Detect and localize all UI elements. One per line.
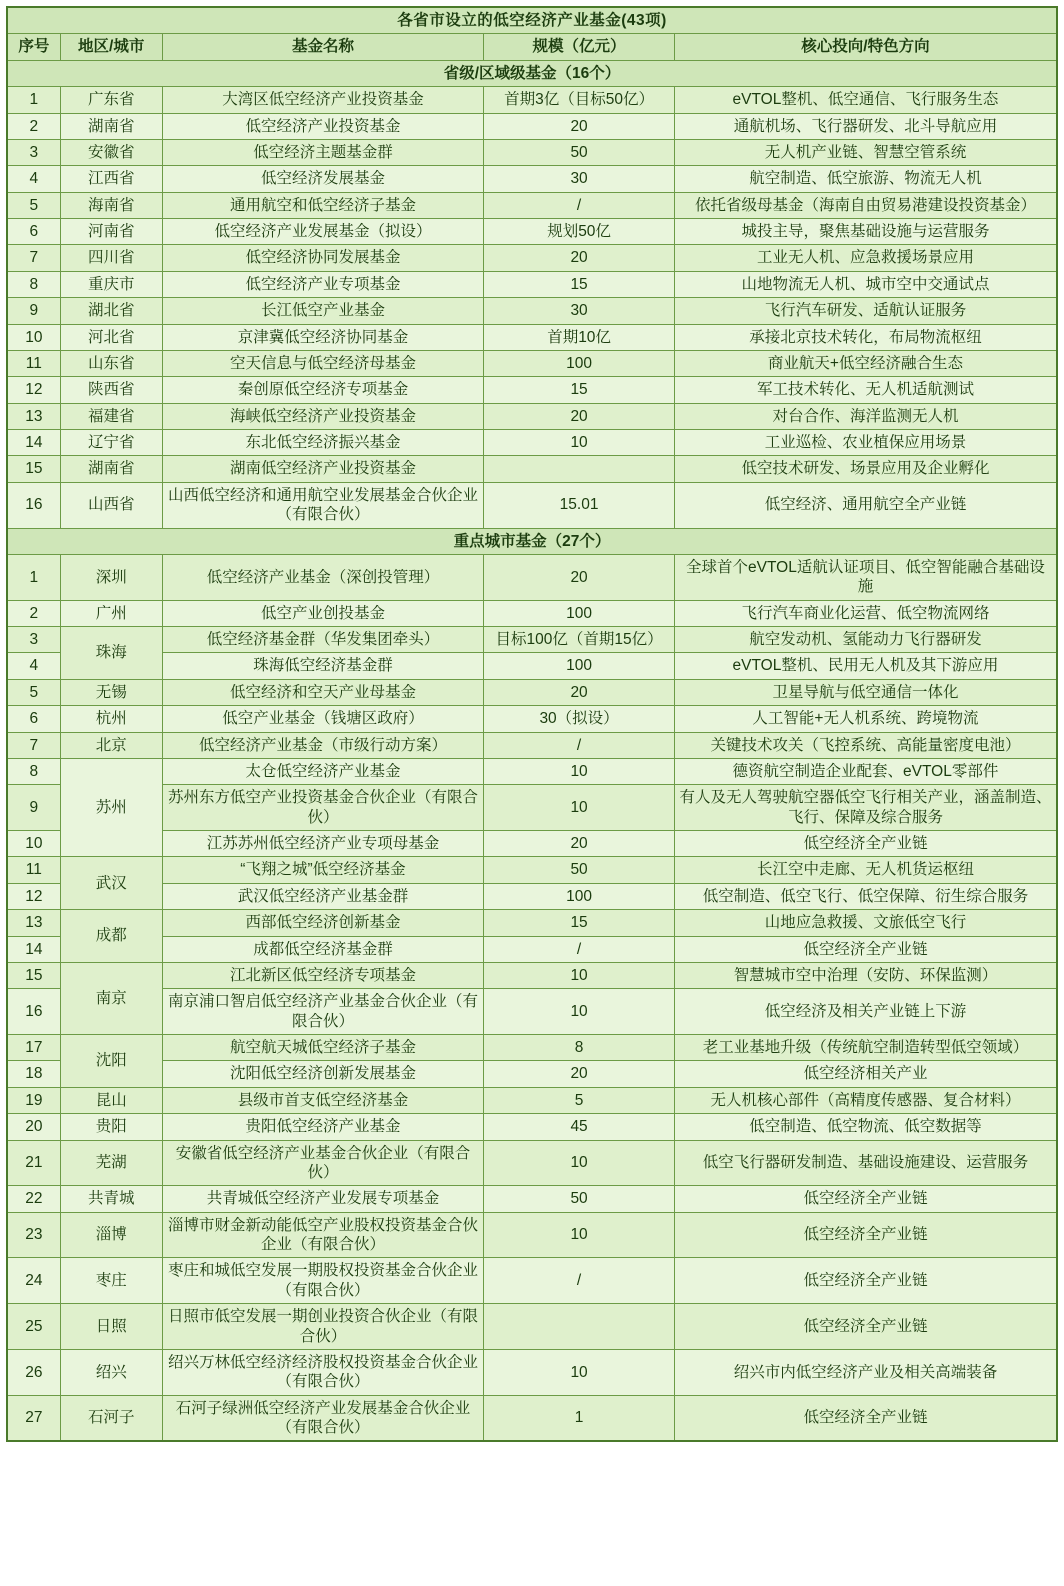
fund-name: 航空航天城低空经济子基金 bbox=[162, 1035, 484, 1061]
fund-focus: 飞行汽车商业化运营、低空物流网络 bbox=[674, 600, 1057, 626]
row-index: 12 bbox=[7, 377, 60, 403]
row-index: 6 bbox=[7, 706, 60, 732]
row-index: 7 bbox=[7, 732, 60, 758]
fund-name: 低空经济产业发展基金（拟设） bbox=[162, 219, 484, 245]
fund-name: 成都低空经济基金群 bbox=[162, 936, 484, 962]
column-header: 序号 bbox=[7, 34, 60, 60]
table-row bbox=[7, 1304, 1057, 1350]
row-region: 日照 bbox=[60, 1304, 162, 1350]
fund-focus: 关键技术攻关（飞控系统、高能量密度电池） bbox=[674, 732, 1057, 758]
row-index: 5 bbox=[7, 679, 60, 705]
row-index: 4 bbox=[7, 653, 60, 679]
fund-name: 通用航空和低空经济子基金 bbox=[162, 192, 484, 218]
fund-scale: 100 bbox=[484, 600, 675, 626]
fund-name: 武汉低空经济产业基金群 bbox=[162, 883, 484, 909]
table-row bbox=[7, 113, 1057, 139]
fund-focus: 承接北京技术转化，布局物流枢纽 bbox=[674, 324, 1057, 350]
section-heading: 省级/区域级基金（16个） bbox=[7, 60, 1057, 86]
table-row bbox=[7, 166, 1057, 192]
fund-scale: 15.01 bbox=[484, 482, 675, 528]
fund-scale: 15 bbox=[484, 271, 675, 297]
fund-name: 山西低空经济和通用航空业发展基金合伙企业（有限合伙） bbox=[162, 482, 484, 528]
fund-scale: 20 bbox=[484, 554, 675, 600]
fund-focus: 德资航空制造企业配套、eVTOL零部件 bbox=[674, 758, 1057, 784]
row-region: 枣庄 bbox=[60, 1258, 162, 1304]
row-region: 绍兴 bbox=[60, 1349, 162, 1395]
row-region: 成都 bbox=[60, 910, 162, 963]
fund-scale: 20 bbox=[484, 1061, 675, 1087]
fund-scale: 20 bbox=[484, 679, 675, 705]
row-region: 福建省 bbox=[60, 403, 162, 429]
fund-scale: 10 bbox=[484, 1212, 675, 1258]
row-index: 16 bbox=[7, 989, 60, 1035]
row-region: 贵阳 bbox=[60, 1114, 162, 1140]
column-header: 基金名称 bbox=[162, 34, 484, 60]
row-region: 安徽省 bbox=[60, 139, 162, 165]
fund-focus: 低空经济全产业链 bbox=[674, 831, 1057, 857]
fund-scale: 10 bbox=[484, 785, 675, 831]
fund-focus: 卫星导航与低空通信一体化 bbox=[674, 679, 1057, 705]
fund-name: 石河子绿洲低空经济产业发展基金合伙企业（有限合伙） bbox=[162, 1395, 484, 1441]
table-header-row bbox=[7, 34, 1057, 60]
row-index: 4 bbox=[7, 166, 60, 192]
fund-name: 海峡低空经济产业投资基金 bbox=[162, 403, 484, 429]
fund-focus: 低空经济全产业链 bbox=[674, 1395, 1057, 1441]
table-row bbox=[7, 554, 1057, 600]
column-header: 规模（亿元） bbox=[484, 34, 675, 60]
fund-scale: 45 bbox=[484, 1114, 675, 1140]
fund-focus: 依托省级母基金（海南自由贸易港建设投资基金） bbox=[674, 192, 1057, 218]
fund-name: 太仓低空经济产业基金 bbox=[162, 758, 484, 784]
row-region: 芜湖 bbox=[60, 1140, 162, 1186]
fund-name: 枣庄和城低空发展一期股权投资基金合伙企业（有限合伙） bbox=[162, 1258, 484, 1304]
row-region: 重庆市 bbox=[60, 271, 162, 297]
fund-scale: 首期10亿 bbox=[484, 324, 675, 350]
fund-name: 东北低空经济振兴基金 bbox=[162, 430, 484, 456]
row-index: 8 bbox=[7, 758, 60, 784]
row-region: 共青城 bbox=[60, 1186, 162, 1212]
fund-focus: 工业巡检、农业植保应用场景 bbox=[674, 430, 1057, 456]
row-index: 13 bbox=[7, 910, 60, 936]
fund-focus: eVTOL整机、低空通信、飞行服务生态 bbox=[674, 87, 1057, 113]
fund-focus: 商业航天+低空经济融合生态 bbox=[674, 350, 1057, 376]
fund-name: 低空经济和空天产业母基金 bbox=[162, 679, 484, 705]
fund-focus: 对台合作、海洋监测无人机 bbox=[674, 403, 1057, 429]
row-region: 湖北省 bbox=[60, 298, 162, 324]
fund-name: 长江低空产业基金 bbox=[162, 298, 484, 324]
row-region: 杭州 bbox=[60, 706, 162, 732]
fund-name: 日照市低空发展一期创业投资合伙企业（有限合伙） bbox=[162, 1304, 484, 1350]
table-row bbox=[7, 732, 1057, 758]
fund-focus: 老工业基地升级（传统航空制造转型低空领域） bbox=[674, 1035, 1057, 1061]
fund-focus: 无人机产业链、智慧空管系统 bbox=[674, 139, 1057, 165]
fund-focus: 军工技术转化、无人机适航测试 bbox=[674, 377, 1057, 403]
fund-focus: 低空技术研发、场景应用及企业孵化 bbox=[674, 456, 1057, 482]
table-row bbox=[7, 482, 1057, 528]
fund-name: 南京浦口智启低空经济产业基金合伙企业（有限合伙） bbox=[162, 989, 484, 1035]
fund-name: 空天信息与低空经济母基金 bbox=[162, 350, 484, 376]
fund-scale: 50 bbox=[484, 139, 675, 165]
fund-focus: 低空经济、通用航空全产业链 bbox=[674, 482, 1057, 528]
row-index: 15 bbox=[7, 962, 60, 988]
table-row bbox=[7, 910, 1057, 936]
row-index: 1 bbox=[7, 87, 60, 113]
fund-focus: 山地应急救援、文旅低空飞行 bbox=[674, 910, 1057, 936]
fund-scale: 15 bbox=[484, 910, 675, 936]
table-row bbox=[7, 1395, 1057, 1441]
fund-scale: / bbox=[484, 936, 675, 962]
row-region: 苏州 bbox=[60, 758, 162, 857]
fund-scale: 20 bbox=[484, 113, 675, 139]
fund-name: 低空产业基金（钱塘区政府） bbox=[162, 706, 484, 732]
fund-name: 低空经济主题基金群 bbox=[162, 139, 484, 165]
fund-focus: 航空发动机、氢能动力飞行器研发 bbox=[674, 627, 1057, 653]
fund-scale: 50 bbox=[484, 857, 675, 883]
fund-table bbox=[6, 6, 1058, 1442]
table-row bbox=[7, 1140, 1057, 1186]
table-body bbox=[7, 7, 1057, 1441]
fund-name: 珠海低空经济基金群 bbox=[162, 653, 484, 679]
fund-name: 江北新区低空经济专项基金 bbox=[162, 962, 484, 988]
fund-scale: 50 bbox=[484, 1186, 675, 1212]
fund-focus: 低空经济全产业链 bbox=[674, 1212, 1057, 1258]
table-row bbox=[7, 1212, 1057, 1258]
row-region: 陕西省 bbox=[60, 377, 162, 403]
fund-focus: 有人及无人驾驶航空器低空飞行相关产业，涵盖制造、飞行、保障及综合服务 bbox=[674, 785, 1057, 831]
row-index: 3 bbox=[7, 627, 60, 653]
row-index: 18 bbox=[7, 1061, 60, 1087]
row-region: 南京 bbox=[60, 962, 162, 1034]
table-row bbox=[7, 139, 1057, 165]
fund-name: 淄博市财金新动能低空产业股权投资基金合伙企业（有限合伙） bbox=[162, 1212, 484, 1258]
row-index: 11 bbox=[7, 350, 60, 376]
table-row bbox=[7, 1035, 1057, 1061]
fund-name: 安徽省低空经济产业基金合伙企业（有限合伙） bbox=[162, 1140, 484, 1186]
row-index: 9 bbox=[7, 785, 60, 831]
fund-scale: 首期3亿（目标50亿） bbox=[484, 87, 675, 113]
table-row bbox=[7, 679, 1057, 705]
fund-focus: eVTOL整机、民用无人机及其下游应用 bbox=[674, 653, 1057, 679]
row-region: 辽宁省 bbox=[60, 430, 162, 456]
table-row bbox=[7, 962, 1057, 988]
fund-name: 共青城低空经济产业发展专项基金 bbox=[162, 1186, 484, 1212]
fund-name: 低空经济产业基金（市级行动方案） bbox=[162, 732, 484, 758]
table-row bbox=[7, 271, 1057, 297]
fund-scale: / bbox=[484, 732, 675, 758]
row-index: 8 bbox=[7, 271, 60, 297]
fund-focus: 低空经济全产业链 bbox=[674, 936, 1057, 962]
row-index: 3 bbox=[7, 139, 60, 165]
fund-scale: 10 bbox=[484, 430, 675, 456]
table-row bbox=[7, 1087, 1057, 1113]
fund-name: 低空经济发展基金 bbox=[162, 166, 484, 192]
row-index: 22 bbox=[7, 1186, 60, 1212]
fund-focus: 低空经济全产业链 bbox=[674, 1186, 1057, 1212]
table-row bbox=[7, 989, 1057, 1035]
fund-scale: 100 bbox=[484, 883, 675, 909]
column-header: 地区/城市 bbox=[60, 34, 162, 60]
row-region: 海南省 bbox=[60, 192, 162, 218]
table-row bbox=[7, 87, 1057, 113]
fund-name: 湖南低空经济产业投资基金 bbox=[162, 456, 484, 482]
fund-name: 低空经济协同发展基金 bbox=[162, 245, 484, 271]
row-region: 山东省 bbox=[60, 350, 162, 376]
fund-name: 江苏苏州低空经济产业专项母基金 bbox=[162, 831, 484, 857]
row-index: 13 bbox=[7, 403, 60, 429]
table-row bbox=[7, 1258, 1057, 1304]
fund-scale: 100 bbox=[484, 350, 675, 376]
row-region: 山西省 bbox=[60, 482, 162, 528]
row-region: 广州 bbox=[60, 600, 162, 626]
table-row bbox=[7, 219, 1057, 245]
fund-focus: 低空经济及相关产业链上下游 bbox=[674, 989, 1057, 1035]
row-index: 16 bbox=[7, 482, 60, 528]
table-row bbox=[7, 936, 1057, 962]
fund-focus: 低空飞行器研发制造、基础设施建设、运营服务 bbox=[674, 1140, 1057, 1186]
table-row bbox=[7, 456, 1057, 482]
fund-scale bbox=[484, 1304, 675, 1350]
row-region: 昆山 bbox=[60, 1087, 162, 1113]
table-row bbox=[7, 430, 1057, 456]
fund-scale: 10 bbox=[484, 962, 675, 988]
row-region: 深圳 bbox=[60, 554, 162, 600]
row-region: 珠海 bbox=[60, 627, 162, 680]
row-index: 21 bbox=[7, 1140, 60, 1186]
table-row bbox=[7, 627, 1057, 653]
fund-name: 低空经济基金群（华发集团牵头） bbox=[162, 627, 484, 653]
table-row bbox=[7, 785, 1057, 831]
table-row bbox=[7, 350, 1057, 376]
row-index: 1 bbox=[7, 554, 60, 600]
fund-focus: 低空经济相关产业 bbox=[674, 1061, 1057, 1087]
row-index: 19 bbox=[7, 1087, 60, 1113]
fund-name: 低空产业创投基金 bbox=[162, 600, 484, 626]
table-row bbox=[7, 324, 1057, 350]
fund-scale: 5 bbox=[484, 1087, 675, 1113]
row-index: 12 bbox=[7, 883, 60, 909]
table-row bbox=[7, 192, 1057, 218]
table-row bbox=[7, 245, 1057, 271]
table-row bbox=[7, 377, 1057, 403]
fund-name: 沈阳低空经济创新发展基金 bbox=[162, 1061, 484, 1087]
column-header: 核心投向/特色方向 bbox=[674, 34, 1057, 60]
table-row bbox=[7, 1186, 1057, 1212]
fund-scale: 30 bbox=[484, 166, 675, 192]
fund-focus: 低空经济全产业链 bbox=[674, 1258, 1057, 1304]
fund-focus: 飞行汽车研发、适航认证服务 bbox=[674, 298, 1057, 324]
row-index: 6 bbox=[7, 219, 60, 245]
row-region: 北京 bbox=[60, 732, 162, 758]
table-row bbox=[7, 1349, 1057, 1395]
row-index: 2 bbox=[7, 113, 60, 139]
table-row bbox=[7, 706, 1057, 732]
fund-scale: / bbox=[484, 1258, 675, 1304]
fund-scale: 8 bbox=[484, 1035, 675, 1061]
row-index: 10 bbox=[7, 831, 60, 857]
row-index: 14 bbox=[7, 430, 60, 456]
row-region: 石河子 bbox=[60, 1395, 162, 1441]
fund-scale: 20 bbox=[484, 245, 675, 271]
table-title-row bbox=[7, 7, 1057, 34]
fund-name: 苏州东方低空产业投资基金合伙企业（有限合伙） bbox=[162, 785, 484, 831]
row-region: 江西省 bbox=[60, 166, 162, 192]
fund-focus: 山地物流无人机、城市空中交通试点 bbox=[674, 271, 1057, 297]
table-row bbox=[7, 600, 1057, 626]
fund-focus: 通航机场、飞行器研发、北斗导航应用 bbox=[674, 113, 1057, 139]
row-index: 10 bbox=[7, 324, 60, 350]
row-index: 11 bbox=[7, 857, 60, 883]
fund-scale: 15 bbox=[484, 377, 675, 403]
table-row bbox=[7, 653, 1057, 679]
row-region: 四川省 bbox=[60, 245, 162, 271]
row-index: 9 bbox=[7, 298, 60, 324]
table-row bbox=[7, 403, 1057, 429]
row-index: 17 bbox=[7, 1035, 60, 1061]
fund-focus: 低空制造、低空物流、低空数据等 bbox=[674, 1114, 1057, 1140]
row-region: 淄博 bbox=[60, 1212, 162, 1258]
fund-focus: 低空制造、低空飞行、低空保障、衍生综合服务 bbox=[674, 883, 1057, 909]
fund-scale: 10 bbox=[484, 1349, 675, 1395]
fund-name: 京津冀低空经济协同基金 bbox=[162, 324, 484, 350]
fund-focus: 航空制造、低空旅游、物流无人机 bbox=[674, 166, 1057, 192]
row-index: 15 bbox=[7, 456, 60, 482]
fund-scale: 目标100亿（首期15亿） bbox=[484, 627, 675, 653]
row-index: 23 bbox=[7, 1212, 60, 1258]
fund-scale: 1 bbox=[484, 1395, 675, 1441]
table-row bbox=[7, 1114, 1057, 1140]
fund-name: 低空经济产业专项基金 bbox=[162, 271, 484, 297]
fund-focus: 长江空中走廊、无人机货运枢纽 bbox=[674, 857, 1057, 883]
row-region: 无锡 bbox=[60, 679, 162, 705]
row-region: 湖南省 bbox=[60, 113, 162, 139]
fund-name: 低空经济产业基金（深创投管理） bbox=[162, 554, 484, 600]
row-region: 沈阳 bbox=[60, 1035, 162, 1088]
fund-name: 大湾区低空经济产业投资基金 bbox=[162, 87, 484, 113]
table-row bbox=[7, 883, 1057, 909]
fund-focus: 城投主导，聚焦基础设施与运营服务 bbox=[674, 219, 1057, 245]
fund-scale: 30（拟设） bbox=[484, 706, 675, 732]
fund-scale: 30 bbox=[484, 298, 675, 324]
fund-scale: 10 bbox=[484, 989, 675, 1035]
fund-focus: 人工智能+无人机系统、跨境物流 bbox=[674, 706, 1057, 732]
row-index: 25 bbox=[7, 1304, 60, 1350]
section-heading-row bbox=[7, 60, 1057, 86]
row-region: 广东省 bbox=[60, 87, 162, 113]
row-index: 14 bbox=[7, 936, 60, 962]
fund-name: 低空经济产业投资基金 bbox=[162, 113, 484, 139]
fund-name: 贵阳低空经济产业基金 bbox=[162, 1114, 484, 1140]
row-index: 26 bbox=[7, 1349, 60, 1395]
section-heading: 重点城市基金（27个） bbox=[7, 528, 1057, 554]
fund-focus: 低空经济全产业链 bbox=[674, 1304, 1057, 1350]
row-index: 2 bbox=[7, 600, 60, 626]
section-heading-row bbox=[7, 528, 1057, 554]
fund-scale: 10 bbox=[484, 758, 675, 784]
fund-name: 县级市首支低空经济基金 bbox=[162, 1087, 484, 1113]
row-region: 湖南省 bbox=[60, 456, 162, 482]
table-row bbox=[7, 298, 1057, 324]
fund-scale: 20 bbox=[484, 403, 675, 429]
fund-focus: 绍兴市内低空经济产业及相关高端装备 bbox=[674, 1349, 1057, 1395]
page-title: 各省市设立的低空经济产业基金(43项) bbox=[7, 7, 1057, 34]
row-index: 20 bbox=[7, 1114, 60, 1140]
fund-name: “飞翔之城”低空经济基金 bbox=[162, 857, 484, 883]
fund-focus: 全球首个eVTOL适航认证项目、低空智能融合基础设施 bbox=[674, 554, 1057, 600]
table-row bbox=[7, 758, 1057, 784]
row-region: 河北省 bbox=[60, 324, 162, 350]
fund-scale: 10 bbox=[484, 1140, 675, 1186]
fund-scale: 20 bbox=[484, 831, 675, 857]
table-row bbox=[7, 1061, 1057, 1087]
fund-scale: 规划50亿 bbox=[484, 219, 675, 245]
fund-scale: 100 bbox=[484, 653, 675, 679]
fund-scale bbox=[484, 456, 675, 482]
fund-focus: 工业无人机、应急救援场景应用 bbox=[674, 245, 1057, 271]
fund-focus: 智慧城市空中治理（安防、环保监测） bbox=[674, 962, 1057, 988]
row-index: 5 bbox=[7, 192, 60, 218]
row-index: 24 bbox=[7, 1258, 60, 1304]
fund-name: 秦创原低空经济专项基金 bbox=[162, 377, 484, 403]
table-row bbox=[7, 857, 1057, 883]
fund-focus: 无人机核心部件（高精度传感器、复合材料） bbox=[674, 1087, 1057, 1113]
fund-name: 绍兴万林低空经济经济股权投资基金合伙企业（有限合伙） bbox=[162, 1349, 484, 1395]
row-index: 27 bbox=[7, 1395, 60, 1441]
fund-scale: / bbox=[484, 192, 675, 218]
fund-name: 西部低空经济创新基金 bbox=[162, 910, 484, 936]
row-index: 7 bbox=[7, 245, 60, 271]
row-region: 河南省 bbox=[60, 219, 162, 245]
row-region: 武汉 bbox=[60, 857, 162, 910]
table-row bbox=[7, 831, 1057, 857]
